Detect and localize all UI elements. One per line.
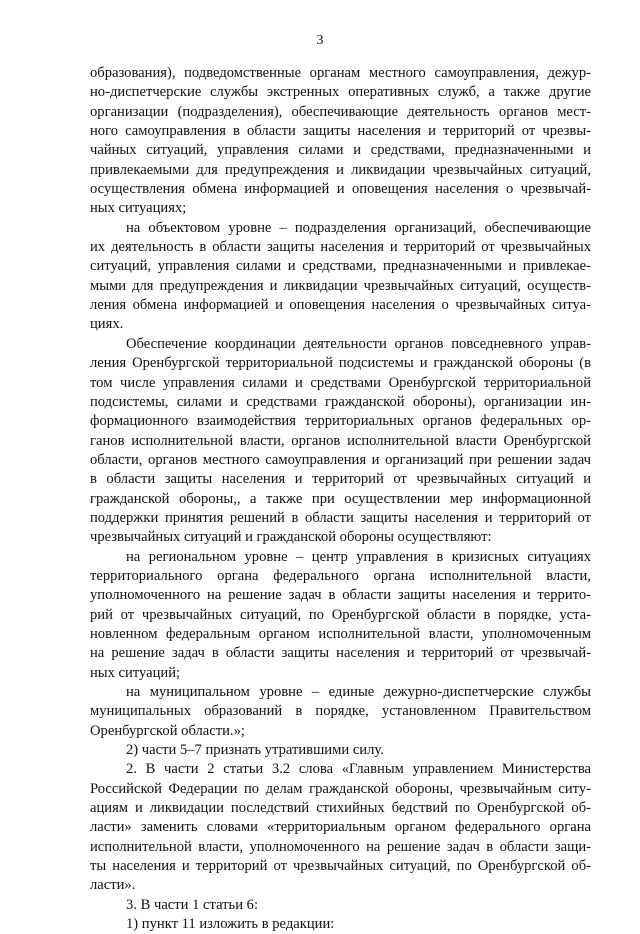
text-line: ситуаций, управления силами и средствами, предназначенными и привлекае- bbox=[90, 258, 591, 275]
text-line: новленном федеральным органом исполнительной власти, уполномоченным bbox=[90, 625, 591, 642]
text-line: ления обмена информацией и оповещения населения о чрезвычайных ситуа- bbox=[90, 297, 591, 314]
text-line: на муниципальном уровне – единые дежурно-диспетчерские службы bbox=[126, 684, 591, 700]
text-line: 1) пункт 11 изложить в редакции: bbox=[126, 916, 335, 933]
text-line: чрезвычайных ситуаций и гражданской обороны осуществляют: bbox=[90, 529, 492, 546]
text-line: ты населения и территорий от чрезвычайных ситуаций, по Оренбургской об- bbox=[90, 858, 591, 875]
text-line: том числе управления силами и средствами Оренбургской территориальной bbox=[90, 374, 591, 391]
text-line: формационного взаимодействия территориальных органов федеральных ор- bbox=[90, 413, 591, 430]
text-line: ных ситуаций; bbox=[90, 664, 181, 681]
text-line: гражданской обороны,, а также при осуществлении мер информационной bbox=[90, 490, 591, 507]
text-line: их деятельность в области защиты населения и территорий от чрезвычайных bbox=[90, 239, 591, 256]
text-line: ганов исполнительной власти, органов исполнительной власти Оренбургской bbox=[90, 432, 591, 449]
text-line: муниципальных образований в порядке, установленном Правительством bbox=[90, 703, 591, 720]
text-line: поддержки принятия решений в области защиты населения и территорий от bbox=[90, 509, 591, 526]
text-line: ления Оренбургской территориальной подсистемы и гражданской обороны (в bbox=[90, 355, 591, 372]
text-line: уполномоченного на решение задач в области защиты населения и террито- bbox=[90, 587, 591, 604]
text-line: но-диспетчерские службы экстренных оперативных служб, а также другие bbox=[90, 84, 591, 101]
text-line: ных ситуациях; bbox=[90, 200, 187, 217]
text-line: ласти» заменить словами «территориальным органом федерального органа bbox=[90, 819, 591, 836]
text-line: области, органов местного самоуправления и организаций при решении задач bbox=[90, 451, 591, 468]
text-line: циях. bbox=[90, 316, 124, 333]
text-line: организации (подразделения), обеспечивающие деятельность органов мест- bbox=[90, 103, 591, 120]
text-line: ного самоуправления в области защиты населения и территорий от чрезвы- bbox=[90, 123, 591, 140]
text-line: 3. В части 1 статьи 6: bbox=[126, 896, 259, 913]
text-line: Оренбургской области.»; bbox=[90, 722, 245, 739]
page-number: 3 bbox=[316, 33, 324, 48]
text-line: на решение задач в области защиты населения и территорий от чрезвычай- bbox=[90, 645, 591, 662]
text-line: образования), подведомственные органам местного самоуправления, дежур- bbox=[90, 65, 591, 81]
text-line: исполнительной власти, уполномоченного на решение задач в области защи- bbox=[90, 838, 591, 855]
text-line: привлекаемыми для предупреждения и ликвидации чрезвычайных ситуаций, bbox=[90, 161, 591, 178]
text-line: на региональном уровне – центр управления в кризисных ситуациях bbox=[126, 548, 591, 565]
text-line: ациям и ликвидации последствий стихийных бедствий по Оренбургской об- bbox=[90, 800, 591, 817]
text-line: в области защиты населения и территорий от чрезвычайных ситуаций и bbox=[90, 471, 591, 488]
text-line: Российской Федерации по делам гражданской обороны, чрезвычайным ситу- bbox=[90, 780, 591, 797]
text-line: Обеспечение координации деятельности органов повседневного управ- bbox=[126, 335, 591, 352]
document-body bbox=[90, 64, 591, 934]
text-line: мыми для предупреждения и ликвидации чрезвычайных ситуаций, осуществ- bbox=[90, 277, 591, 294]
text-line: ласти». bbox=[90, 877, 136, 894]
text-line: 2) части 5–7 признать утратившими силу. bbox=[126, 742, 384, 759]
text-line: осуществления обмена информацией и оповещения населения о чрезвычай- bbox=[90, 181, 591, 198]
text-line: рий от чрезвычайных ситуаций, по Оренбургской области в порядке, уста- bbox=[90, 606, 591, 623]
text-line: чайных ситуаций, управления силами и средствами, предназначенными и bbox=[90, 142, 591, 159]
text-line: подсистемы, силами и средствами гражданской обороны), организации ин- bbox=[90, 393, 591, 410]
text-line: 2. В части 2 статьи 3.2 слова «Главным управлением Министерства bbox=[126, 761, 591, 778]
text-line: на объектовом уровне – подразделения организаций, обеспечивающие bbox=[126, 219, 591, 236]
text-line: территориального органа федерального органа исполнительной власти, bbox=[90, 567, 591, 584]
